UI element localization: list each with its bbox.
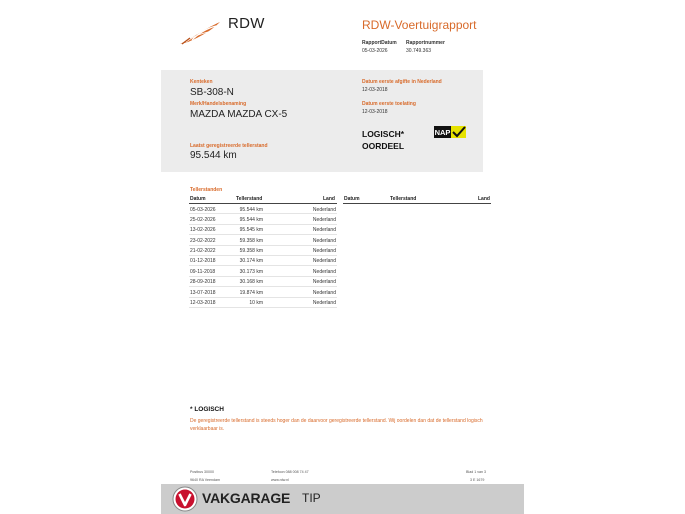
table-row (189, 287, 337, 297)
merk-value: MAZDA MAZDA CX-5 (190, 109, 288, 120)
row-date: 09-11-2018 (190, 268, 216, 275)
oordeel-line-1: LOGISCH* (362, 129, 405, 139)
row-km: 59.358 km (239, 237, 263, 244)
footnote-text: De geregistreerde tellerstand is steeds hoger dan de daarvoor geregistreerde tellerstand. Wij oordelen dan dat de tellerstand logisch verklaarbaar is. (190, 418, 483, 432)
report-title: RDW-Voertuigrapport (362, 18, 477, 32)
row-km: 95.544 km (239, 216, 263, 223)
meta-label-number: Rapportnummer (406, 40, 445, 46)
row-date: 13-07-2018 (190, 289, 216, 296)
row-land: Nederland (312, 216, 336, 223)
table-row (189, 246, 337, 256)
nl-date-label: Datum eerste afgifte in Nederland (362, 79, 442, 85)
footnote-title: * LOGISCH (190, 406, 224, 413)
kenteken-label: Kenteken (190, 79, 213, 85)
table-row (189, 256, 337, 266)
toelating-value: 12-03-2018 (362, 109, 388, 115)
oordeel-text (362, 128, 404, 152)
footer-address: 9640 RA Veendam (190, 478, 220, 482)
table-row (189, 204, 337, 214)
nap-text: NAP (434, 128, 451, 137)
row-land: Nederland (312, 248, 336, 255)
row-date: 25-02-2026 (190, 216, 216, 223)
toelating-label: Datum eerste toelating (362, 101, 416, 107)
meta-value-date: 05-03-2026 (362, 48, 388, 54)
row-date: 13-02-2026 (190, 227, 216, 234)
row-km: 10 km (249, 300, 263, 307)
tellerstanden-table (189, 204, 337, 308)
col-header-land: Land (323, 196, 335, 202)
table-row (189, 214, 337, 224)
row-date: 12-03-2018 (190, 300, 216, 307)
rdw-logo-icon (178, 20, 222, 46)
row-km: 30.173 km (239, 268, 263, 275)
col-header-date-2: Datum (344, 196, 360, 202)
table-row (189, 235, 337, 245)
row-date: 01-12-2018 (190, 258, 216, 265)
kenteken-value: SB-308-N (190, 87, 234, 98)
col-header-date: Datum (190, 196, 206, 202)
col-header-land-2: Land (478, 196, 490, 202)
row-land: Nederland (312, 237, 336, 244)
row-date: 05-03-2026 (190, 206, 216, 213)
meta-value-number: 30.749.363 (406, 48, 432, 54)
footer-web: www.rdw.nl (271, 478, 289, 482)
meta-label-date: RapportDatum (362, 40, 397, 46)
vakgarage-logo-icon (172, 486, 198, 512)
table-row (189, 225, 337, 235)
table-row (189, 266, 337, 276)
col-header-km-2: Tellerstand (390, 196, 417, 202)
vakgarage-tip: TIP (302, 491, 321, 505)
footer-postbus: Postbus 30000 (190, 470, 214, 474)
row-land: Nederland (312, 227, 336, 234)
tellerstanden-title: Tellerstanden (190, 187, 223, 193)
vakgarage-wordmark: VAKGARAGE (202, 490, 291, 506)
row-land: Nederland (312, 258, 336, 265)
row-land: Nederland (312, 279, 336, 286)
brand-name: RDW (228, 15, 265, 32)
footer-page: Blad 1 van 3 (466, 470, 486, 474)
row-km: 30.174 km (239, 258, 263, 265)
teller-label: Laatst geregistreerde tellerstand (190, 143, 268, 149)
row-date: 23-02-2022 (190, 237, 216, 244)
row-land: Nederland (312, 206, 336, 213)
footer-phone: Telefoon 088 008 74 47 (271, 470, 309, 474)
col-header-km: Tellerstand (236, 196, 263, 202)
row-land: Nederland (312, 289, 336, 296)
nl-date-value: 12-03-2018 (362, 87, 388, 93)
header-divider-2 (343, 203, 491, 204)
table-row (189, 277, 337, 287)
row-date: 28-09-2018 (190, 279, 216, 286)
row-km: 59.358 km (239, 248, 263, 255)
row-date: 21-02-2022 (190, 248, 216, 255)
row-land: Nederland (312, 268, 336, 275)
row-km: 30.168 km (239, 279, 263, 286)
row-km: 95.545 km (239, 227, 263, 234)
merk-label: Merk/Handelsbenaming (190, 101, 247, 107)
row-land: Nederland (312, 300, 336, 307)
nap-check-icon (434, 126, 466, 138)
teller-value: 95.544 km (190, 150, 237, 161)
row-km: 19.874 km (239, 289, 263, 296)
row-km: 95.544 km (239, 206, 263, 213)
table-row (189, 298, 337, 308)
footer-code: 3 E 1679 (470, 478, 485, 482)
oordeel-line-2: OORDEEL (362, 141, 405, 151)
